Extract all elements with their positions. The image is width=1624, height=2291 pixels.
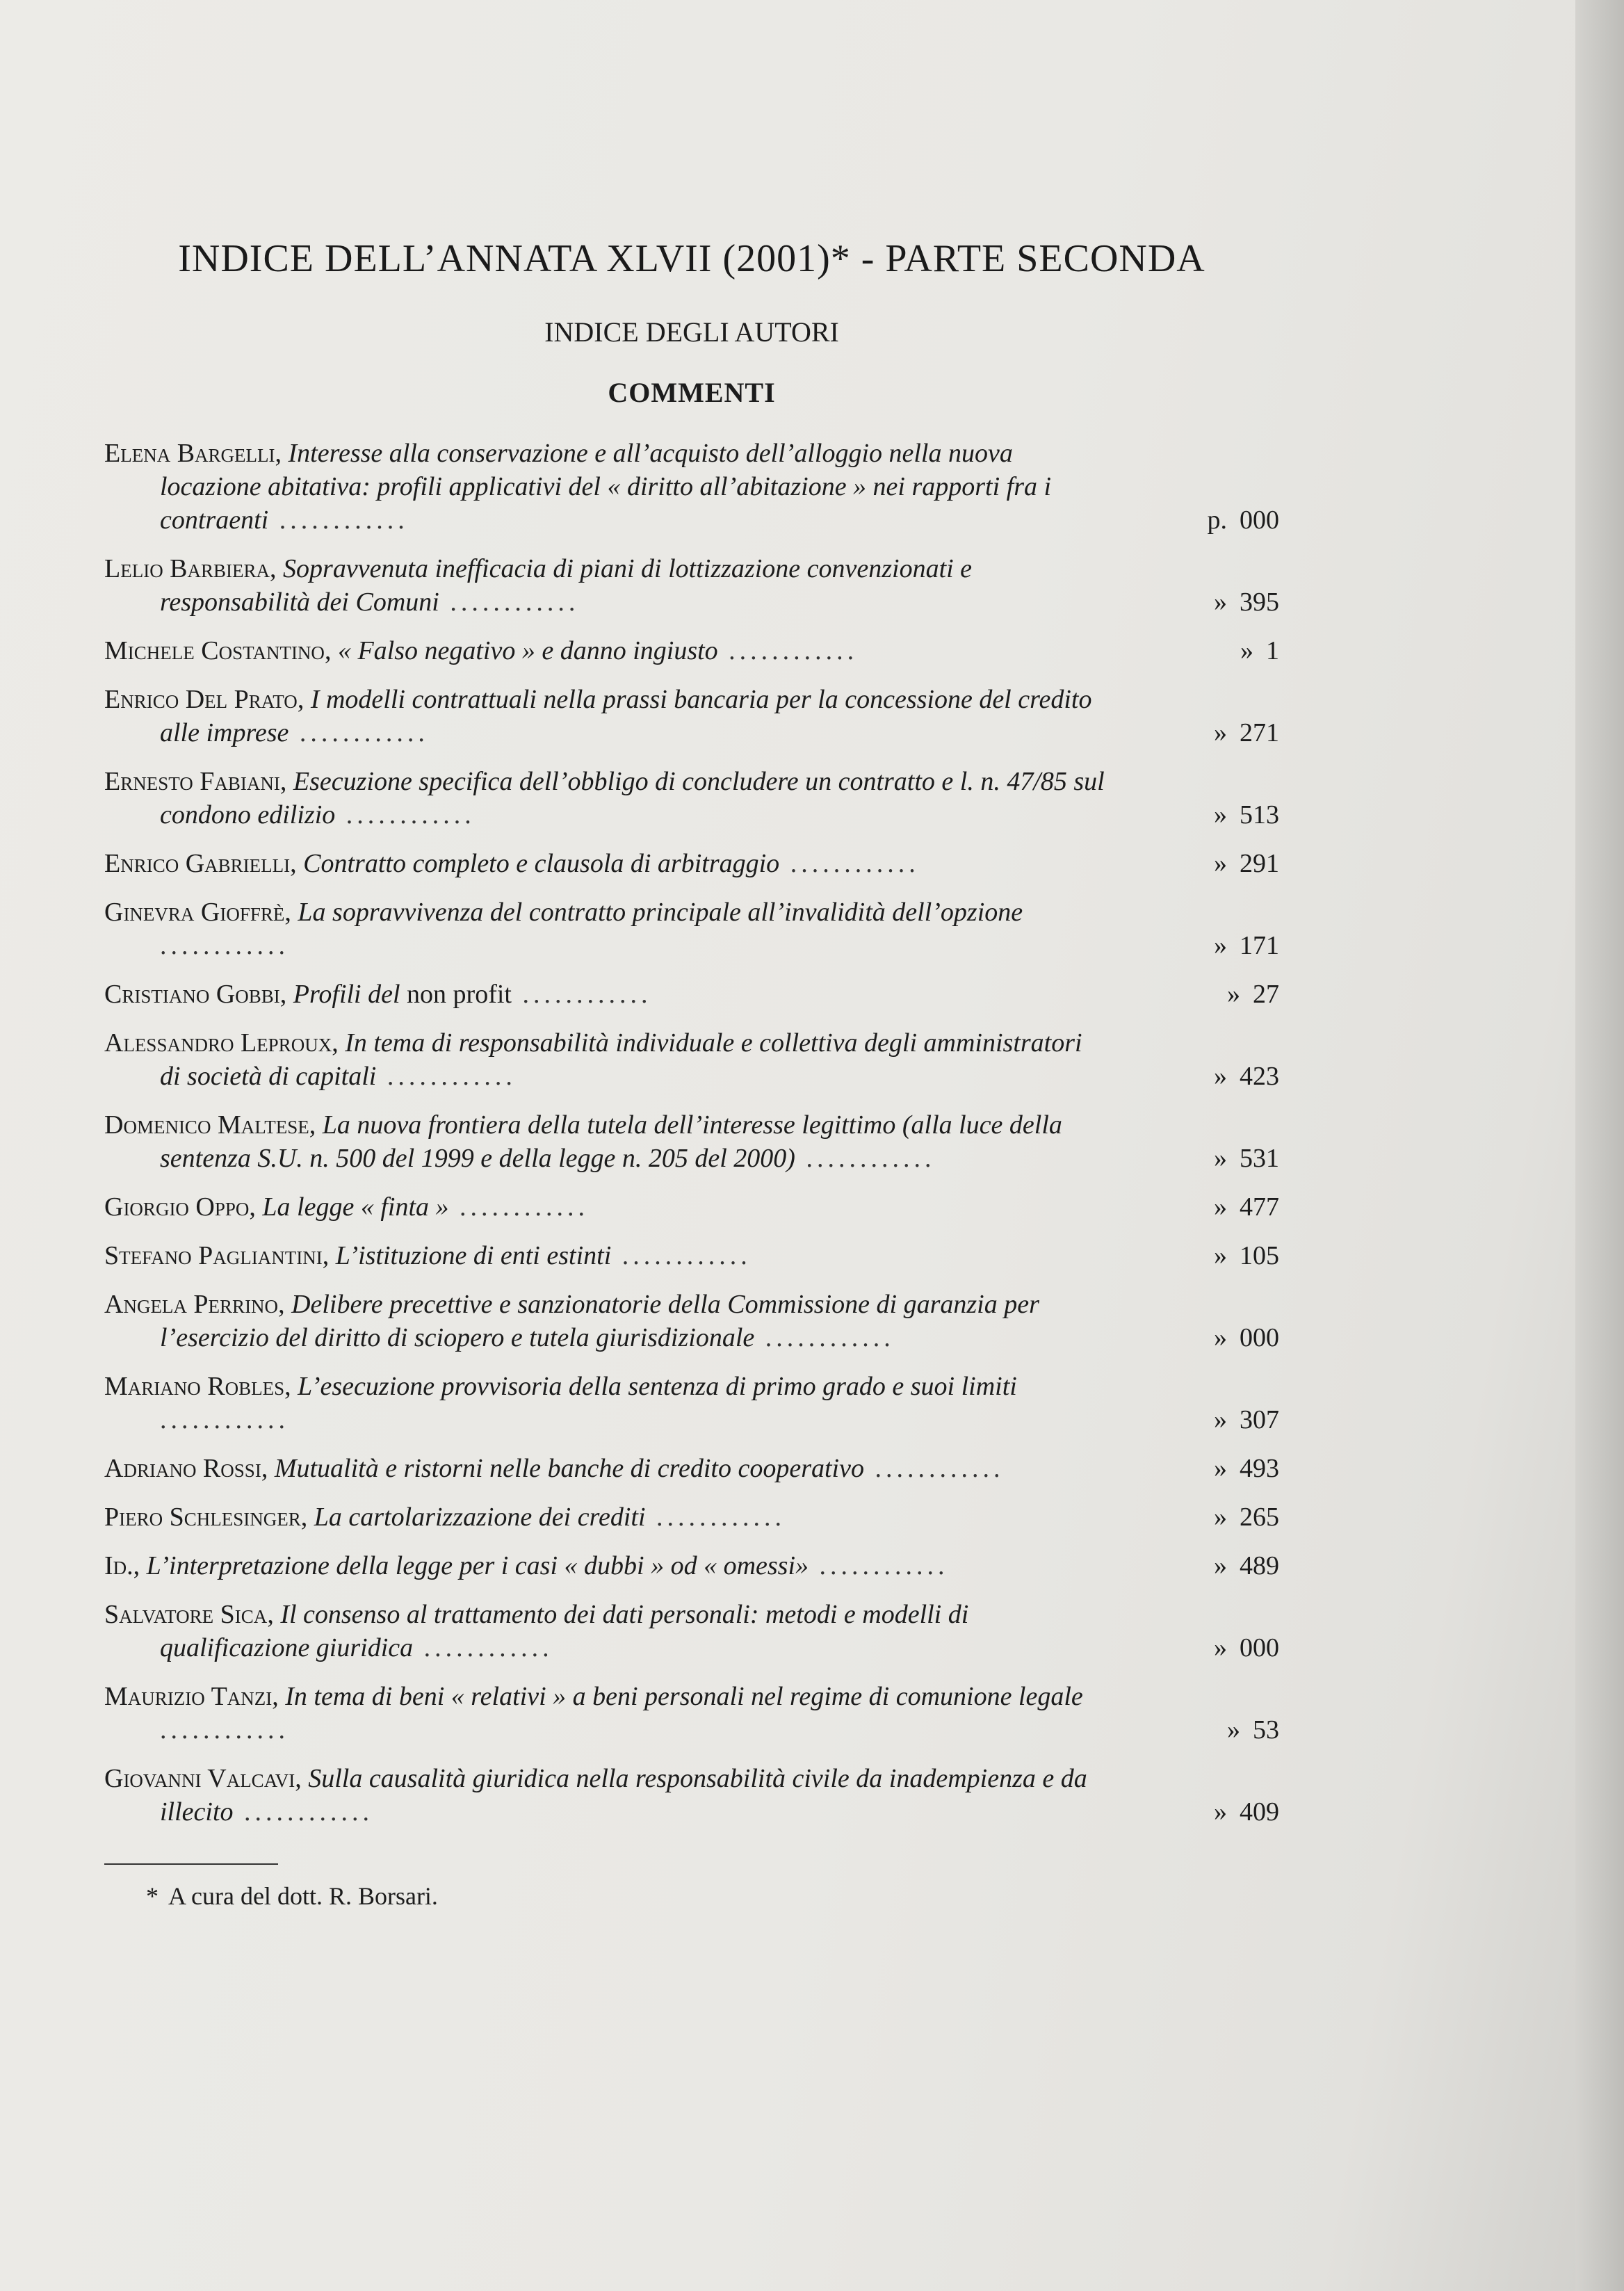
page-number: 000 (1240, 505, 1279, 535)
entry-title: Esecuzione specifica dell’obbligo di concludere un contratto e l. n. 47/85 sul condono edilizio (160, 767, 1105, 829)
footnote (104, 1881, 1279, 1911)
index-content (104, 236, 1279, 1911)
page-prefix: » (1214, 800, 1227, 829)
entry-author: Elena Bargelli (104, 439, 275, 468)
entry-page-ref (1105, 585, 1279, 619)
dot-leader: ............ (511, 980, 652, 1009)
page-number: 409 (1240, 1797, 1279, 1827)
page-prefix: » (1214, 1551, 1227, 1580)
page-number: 493 (1240, 1454, 1279, 1483)
dot-leader: ............ (439, 588, 580, 617)
index-entry (104, 1190, 1279, 1224)
entry-text: Alessandro Leproux, In tema di responsabilità individuale e collettiva degli amministratori di società di capitali ............ (104, 1028, 1082, 1091)
entry-page-ref (1105, 1060, 1279, 1093)
entry-page-ref (1105, 1549, 1279, 1582)
footnote-text: A cura del dott. R. Borsari. (168, 1882, 438, 1910)
index-entry (104, 1370, 1279, 1436)
page-prefix: » (1214, 1633, 1227, 1662)
index-entry (104, 1680, 1279, 1747)
index-entry (104, 552, 1279, 619)
entry-author: Cristiano Gobbi (104, 980, 280, 1009)
entry-author: Piero Schlesinger (104, 1503, 301, 1532)
index-entry (104, 1500, 1279, 1534)
index-entry (104, 1108, 1279, 1175)
entry-author: Enrico Gabrielli (104, 849, 291, 878)
entry-title: I modelli contrattuali nella prassi bancaria per la concessione del credito alle imprese (160, 685, 1092, 747)
page-title: INDICE DELL’ANNATA XLVII (2001)* - PARTE SECONDA (178, 237, 1205, 280)
entry-page-ref (1105, 1142, 1279, 1175)
page-number: 1 (1266, 636, 1279, 665)
entry-text: Giorgio Oppo, La legge « finta » ............ (104, 1192, 590, 1222)
page-prefix: » (1214, 849, 1227, 878)
entry-author: Salvatore Sica (104, 1600, 268, 1629)
entry-page-ref (1105, 503, 1279, 537)
entry-page-ref (1105, 1452, 1279, 1485)
entry-title: Contratto completo e clausola di arbitraggio (303, 849, 780, 878)
page-prefix: » (1214, 1144, 1227, 1173)
entry-page-ref (1105, 929, 1279, 962)
entry-text: Lelio Barbiera, Sopravvenuta inefficacia di piani di lottizzazione convenzionati e responsabilità dei Comuni ............ (104, 554, 973, 617)
dot-leader: ............ (448, 1192, 590, 1222)
page-prefix: » (1214, 1062, 1227, 1091)
entry-page-ref (1105, 1631, 1279, 1665)
index-entry (104, 978, 1279, 1011)
entry-text: Domenico Maltese, La nuova frontiera della tutela dell’interesse legittimo (alla luce della sentenza S.U. n. 500 del 1999 e della legge n. 205 del 2000) ............ (104, 1110, 1062, 1173)
page-prefix: » (1214, 1192, 1227, 1222)
entry-author: Domenico Maltese (104, 1110, 309, 1140)
entry-author: Ginevra Gioffrè (104, 898, 285, 927)
entry-page-ref (1105, 634, 1279, 667)
page-prefix: » (1214, 1323, 1227, 1352)
page-number: 27 (1253, 980, 1279, 1009)
page-number: 265 (1240, 1503, 1279, 1532)
page-number: 171 (1240, 931, 1279, 960)
entry-title: La legge « finta » (262, 1192, 449, 1222)
page-number: 53 (1253, 1715, 1279, 1744)
index-entry (104, 634, 1279, 667)
entry-text: Id., L’interpretazione della legge per i casi « dubbi » od « omessi» ............ (104, 1551, 949, 1580)
dot-leader: ............ (754, 1323, 895, 1352)
dot-leader: ............ (779, 849, 920, 878)
page-prefix: » (1214, 1503, 1227, 1532)
entry-title: La cartolarizzazione dei crediti (314, 1503, 646, 1532)
page-number: 395 (1240, 588, 1279, 617)
dot-leader: ............ (376, 1062, 517, 1091)
dot-leader: ............ (160, 1715, 289, 1744)
dot-leader: ............ (335, 800, 476, 829)
entry-author: Lelio Barbiera (104, 554, 270, 583)
footnote-divider (104, 1863, 278, 1865)
index-entry (104, 1288, 1279, 1354)
entry-author: Alessandro Leproux (104, 1028, 332, 1058)
entry-page-ref (1105, 847, 1279, 880)
entry-author: Michele Costantino (104, 636, 325, 665)
dot-leader: ............ (809, 1551, 949, 1580)
page-prefix: » (1214, 1405, 1227, 1434)
index-entry (104, 1549, 1279, 1582)
entry-title: « Falso negativo » e danno ingiusto (337, 636, 718, 665)
entry-title: Mutualità e ristorni nelle banche di credito cooperativo (274, 1454, 864, 1483)
entry-title-plain: non profit (407, 980, 512, 1009)
entry-text: Ginevra Gioffrè, La sopravvivenza del contratto principale all’invalidità dell’opzione ............ (104, 898, 1023, 960)
author-index-list (104, 437, 1279, 1829)
entry-title: In tema di responsabilità individuale e collettiva degli amministratori di società di capitali (160, 1028, 1082, 1091)
index-entry (104, 1239, 1279, 1272)
section-title: INDICE DEGLI AUTORI (544, 316, 839, 348)
dot-leader: ............ (233, 1797, 374, 1827)
entry-page-ref (1105, 1239, 1279, 1272)
entry-page-ref (1105, 978, 1279, 1011)
entry-text: Maurizio Tanzi, In tema di beni « relativi » a beni personali nel regime di comunione legale ............ (104, 1682, 1083, 1744)
entry-author: Stefano Pagliantini (104, 1241, 323, 1270)
dot-leader: ............ (717, 636, 859, 665)
page-prefix: » (1240, 636, 1253, 665)
index-entry (104, 1762, 1279, 1829)
footnote-marker: * (146, 1882, 159, 1910)
page-prefix: » (1214, 1454, 1227, 1483)
index-entry (104, 1452, 1279, 1485)
page-number: 477 (1240, 1192, 1279, 1222)
dot-leader: ............ (160, 931, 289, 960)
page-number: 291 (1240, 849, 1279, 878)
entry-title: Sopravvenuta inefficacia di piani di lottizzazione convenzionati e responsabilità dei Comuni (160, 554, 973, 617)
entry-title: L’istituzione di enti estinti (335, 1241, 612, 1270)
subsection-title: COMMENTI (608, 377, 776, 408)
entry-page-ref (1105, 1713, 1279, 1747)
entry-text: Mariano Robles, L’esecuzione provvisoria della sentenza di primo grado e suoi limiti ............ (104, 1372, 1017, 1434)
entry-text: Ernesto Fabiani, Esecuzione specifica dell’obbligo di concludere un contratto e l. n. 47/85 sul condono edilizio ............ (104, 767, 1105, 829)
page-prefix: » (1214, 931, 1227, 960)
entry-text: Enrico Del Prato, I modelli contrattuali nella prassi bancaria per la concessione del credito alle imprese ............ (104, 685, 1092, 747)
dot-leader: ............ (268, 505, 409, 535)
page-number: 105 (1240, 1241, 1279, 1270)
entry-title: L’esecuzione provvisoria della sentenza di primo grado e suoi limiti (298, 1372, 1017, 1401)
index-entry (104, 896, 1279, 962)
entry-author: Adriano Rossi (104, 1454, 261, 1483)
page-number: 513 (1240, 800, 1279, 829)
entry-text: Adriano Rossi, Mutualità e ristorni nelle banche di credito cooperativo ............ (104, 1454, 1005, 1483)
entry-page-ref (1105, 1403, 1279, 1436)
entry-text: Elena Bargelli, Interesse alla conservazione e all’acquisto dell’alloggio nella nuova locazione abitativa: profili applicativi del « diritto all’abitazione » nei rapporti fra i contraenti ............ (104, 439, 1052, 535)
page-number: 000 (1240, 1323, 1279, 1352)
entry-title: La sopravvivenza del contratto principale all’invalidità dell’opzione (298, 898, 1023, 927)
entry-title: Sulla causalità giuridica nella responsabilità civile da inadempienza e da illecito (160, 1764, 1087, 1827)
index-entry (104, 1598, 1279, 1665)
page-number: 531 (1240, 1144, 1279, 1173)
page-number: 489 (1240, 1551, 1279, 1580)
index-entry (104, 847, 1279, 880)
page-number: 000 (1240, 1633, 1279, 1662)
entry-title: Profili del (293, 980, 400, 1009)
entry-text: Giovanni Valcavi, Sulla causalità giuridica nella responsabilità civile da inadempienza e da illecito ............ (104, 1764, 1087, 1827)
page-prefix: » (1214, 588, 1227, 617)
page-prefix: » (1214, 718, 1227, 747)
entry-page-ref (1105, 1190, 1279, 1224)
dot-leader: ............ (160, 1405, 289, 1434)
entry-text: Salvatore Sica, Il consenso al trattamento dei dati personali: metodi e modelli di qualificazione giuridica ............ (104, 1600, 969, 1662)
entry-author: Id. (104, 1551, 133, 1580)
entry-page-ref (1105, 716, 1279, 750)
page-prefix: » (1214, 1797, 1227, 1827)
entry-author: Maurizio Tanzi (104, 1682, 273, 1711)
entry-title: Interesse alla conservazione e all’acquisto dell’alloggio nella nuova locazione abitativa: profili applicativi del « diritto all’abitazione » nei rapporti fra i contraenti (160, 439, 1052, 535)
page-prefix: p. (1207, 505, 1227, 535)
dot-leader: ............ (863, 1454, 1005, 1483)
page-prefix: » (1227, 980, 1240, 1009)
page-prefix: » (1214, 1241, 1227, 1270)
entry-title: Delibere precettive e sanzionatorie della Commissione di garanzia per l’esercizio del diritto di sciopero e tutela giurisdizionale (160, 1290, 1039, 1352)
dot-leader: ............ (611, 1241, 752, 1270)
index-entry (104, 765, 1279, 832)
entry-text: Angela Perrino, Delibere precettive e sanzionatorie della Commissione di garanzia per l’esercizio del diritto di sciopero e tutela giurisdizionale ............ (104, 1290, 1039, 1352)
entry-author: Giorgio Oppo (104, 1192, 250, 1222)
dot-leader: ............ (289, 718, 429, 747)
entry-text: Cristiano Gobbi, Profili del non profit ............ (104, 980, 652, 1009)
entry-text: Michele Costantino, « Falso negativo » e danno ingiusto ............ (104, 636, 859, 665)
entry-text: Enrico Gabrielli, Contratto completo e clausola di arbitraggio ............ (104, 849, 920, 878)
entry-author: Giovanni Valcavi (104, 1764, 295, 1793)
entry-title: L’interpretazione della legge per i casi « dubbi » od « omessi» (146, 1551, 809, 1580)
dot-leader: ............ (645, 1503, 786, 1532)
entry-text: Stefano Pagliantini, L’istituzione di enti estinti ............ (104, 1241, 752, 1270)
entry-title: Il consenso al trattamento dei dati personali: metodi e modelli di qualificazione giuridica (160, 1600, 969, 1662)
entry-author: Angela Perrino (104, 1290, 279, 1319)
entry-author: Enrico Del Prato (104, 685, 298, 714)
entry-page-ref (1105, 1795, 1279, 1829)
entry-author: Ernesto Fabiani (104, 767, 280, 796)
page-number: 271 (1240, 718, 1279, 747)
entry-page-ref (1105, 1500, 1279, 1534)
index-entry (104, 437, 1279, 537)
index-entry (104, 683, 1279, 750)
entry-page-ref (1105, 1321, 1279, 1354)
entry-page-ref (1105, 798, 1279, 832)
page-edge (1575, 0, 1624, 2291)
entry-title: La nuova frontiera della tutela dell’interesse legittimo (alla luce della sentenza S.U. n. 500 del 1999 e della legge n. 205 del 2000) (160, 1110, 1062, 1173)
index-entry (104, 1026, 1279, 1093)
page-prefix: » (1227, 1715, 1240, 1744)
entry-author: Mariano Robles (104, 1372, 285, 1401)
dot-leader: ............ (795, 1144, 936, 1173)
dot-leader: ............ (413, 1633, 553, 1662)
page-number: 307 (1240, 1405, 1279, 1434)
entry-text: Piero Schlesinger, La cartolarizzazione dei crediti ............ (104, 1503, 786, 1532)
entry-title: In tema di beni « relativi » a beni personali nel regime di comunione legale (285, 1682, 1083, 1711)
page-number: 423 (1240, 1062, 1279, 1091)
